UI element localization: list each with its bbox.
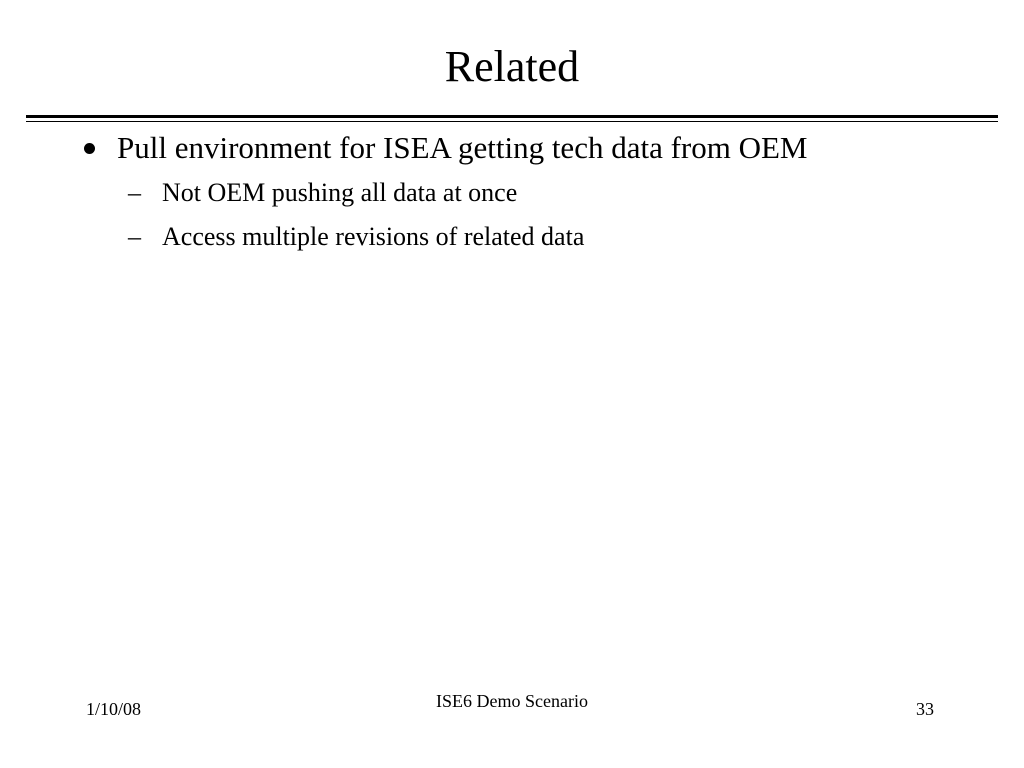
sub-bullet-text: Access multiple revisions of related data (162, 222, 585, 251)
title-divider-thick (26, 115, 998, 118)
sub-bullet-item (128, 176, 517, 210)
sub-bullet-text: Not OEM pushing all data at once (162, 178, 518, 207)
page-number: 33 (916, 699, 934, 719)
dash-marker: – (128, 222, 141, 251)
footer-title: ISE6 Demo Scenario (436, 691, 588, 711)
title-divider-thin (26, 121, 998, 122)
bullet-dot-icon (84, 143, 95, 154)
bullet-item (78, 128, 807, 168)
dash-marker: – (128, 178, 141, 207)
slide-title: Related (444, 42, 580, 91)
footer-date: 1/10/08 (86, 699, 142, 719)
bullet-text: Pull environment for ISEA getting tech data from OEM (117, 130, 808, 165)
sub-bullet-item (128, 220, 584, 254)
